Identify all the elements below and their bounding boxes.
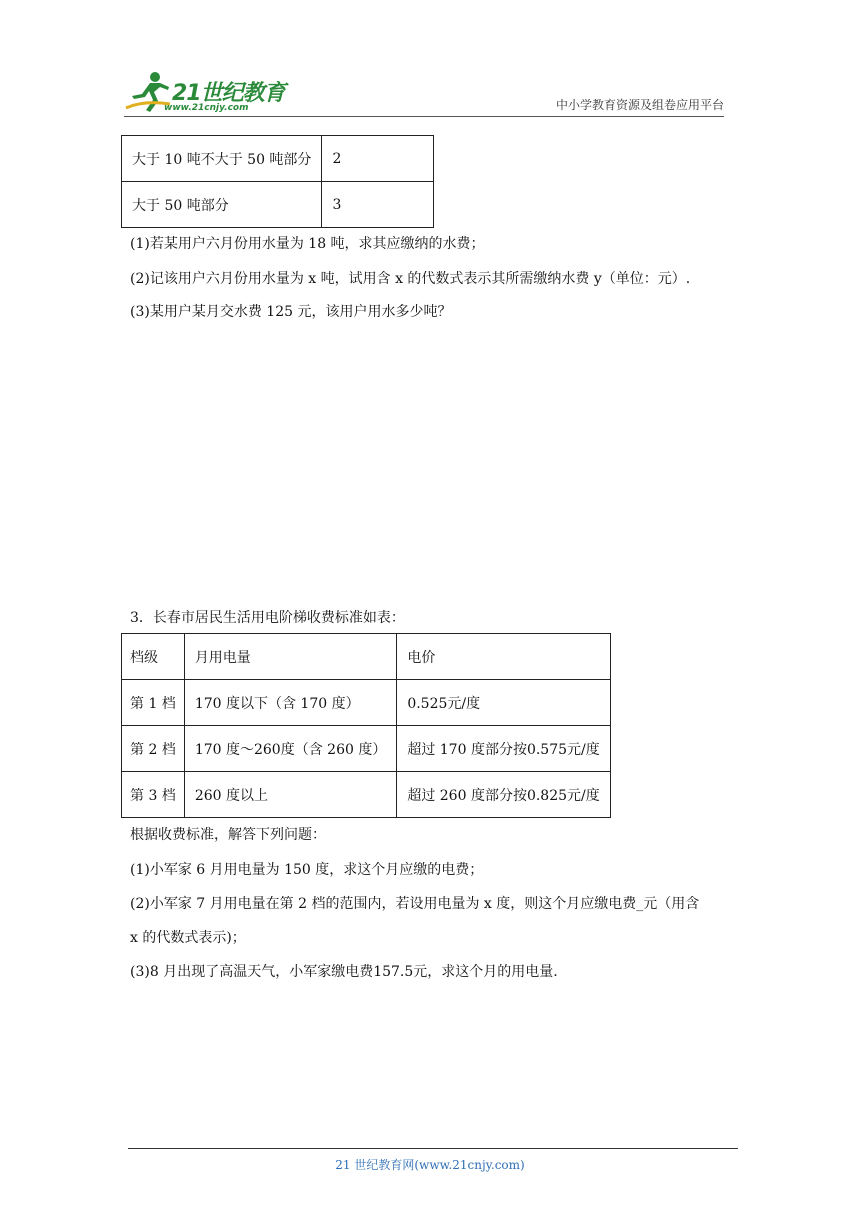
table-header-cell: 电价 <box>397 634 610 680</box>
table-cell: 超过 260 度部分按0.825元/度 <box>397 772 610 818</box>
table-cell: 2 <box>322 136 434 182</box>
problem3-question3: (3)8 月出现了高温天气，小军家缴电费157.5元，求这个月的用电量. <box>130 964 558 980</box>
water-fee-table <box>121 135 434 228</box>
table-header-cell: 月用电量 <box>184 634 397 680</box>
problem3-question1: (1)小军家 6 月用电量为 150 度，求这个月应缴的电费； <box>130 862 484 878</box>
table-cell: 第 3 档 <box>122 772 185 818</box>
problem2-question2: (2)记该用户六月份用水量为 x 吨，试用含 x 的代数式表示其所需缴纳水费 y（单位：元）. <box>130 271 691 287</box>
table-header-row <box>122 634 611 680</box>
problem3-question2-line1: (2)小军家 7 月用电量在第 2 档的范围内，若设用电量为 x 度，则这个月应缴电费_元（用含 <box>130 896 700 912</box>
table-cell: 170 度～260度（含 260 度） <box>184 726 397 772</box>
table-cell: 第 1 档 <box>122 680 185 726</box>
table-row <box>122 772 611 818</box>
logo-text: 21世纪教育 <box>172 81 285 106</box>
table-row <box>122 182 434 228</box>
table-cell: 3 <box>322 182 434 228</box>
electricity-price-table <box>121 633 611 818</box>
problem3-question2-line2: x 的代数式表示)； <box>130 930 246 946</box>
footer-link[interactable]: 21 世纪教育网(www.21cnjy.com) <box>335 1158 525 1172</box>
table-row <box>122 680 611 726</box>
problem2-question3: (3)某用户某月交水费 125 元，该用户用水多少吨？ <box>130 304 452 320</box>
table-cell: 170 度以下（含 170 度） <box>184 680 397 726</box>
problem3-instructions: 根据收费标准，解答下列问题： <box>130 827 326 843</box>
table-cell: 第 2 档 <box>122 726 185 772</box>
table-cell: 0.525元/度 <box>397 680 610 726</box>
logo-url: www.21cnjy.com <box>164 103 249 113</box>
problem3-intro: 3．长春市居民生活用电阶梯收费标准如表： <box>130 610 405 626</box>
site-logo <box>124 70 294 118</box>
problem2-question1: (1)若某用户六月份用水量为 18 吨，求其应缴纳的水费； <box>130 236 485 252</box>
table-cell: 超过 170 度部分按0.575元/度 <box>397 726 610 772</box>
table-header-cell: 档级 <box>122 634 185 680</box>
table-cell: 大于 50 吨部分 <box>122 182 322 228</box>
table-row <box>122 136 434 182</box>
table-cell: 大于 10 吨不大于 50 吨部分 <box>122 136 322 182</box>
table-cell: 260 度以上 <box>184 772 397 818</box>
header-platform-name: 中小学教育资源及组卷应用平台 <box>555 98 724 112</box>
header-divider <box>124 116 724 117</box>
table-row <box>122 726 611 772</box>
footer-divider <box>128 1148 738 1149</box>
